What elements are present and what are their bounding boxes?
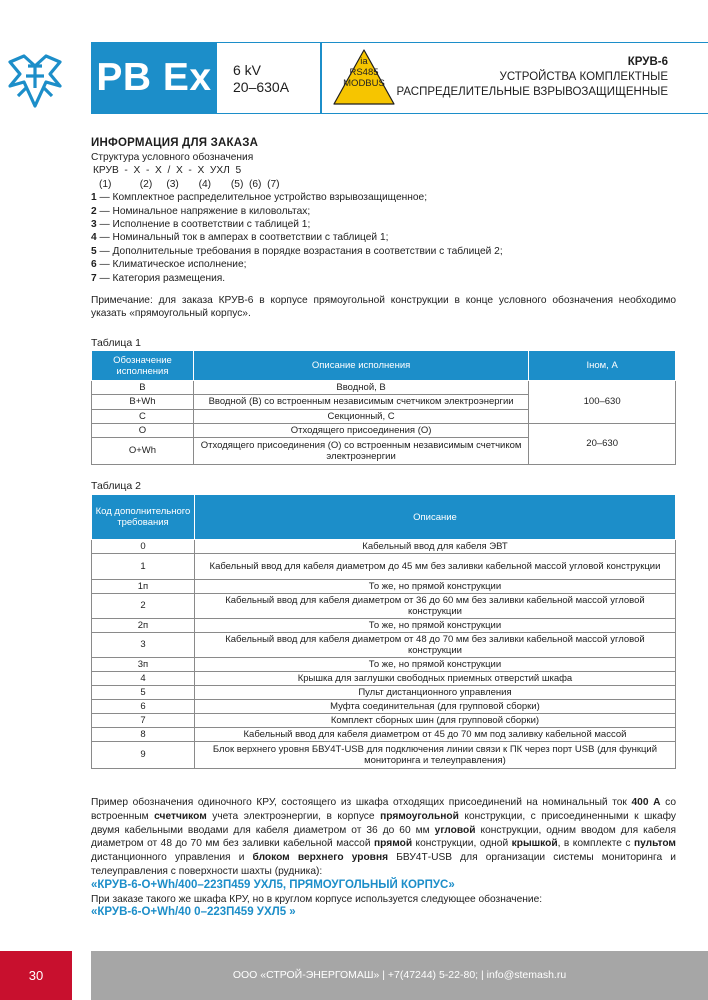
table-row (92, 700, 676, 714)
pb-ex-badge: PB Ex (91, 42, 217, 114)
table-row (92, 381, 676, 395)
structure-positions: (1) (2) (3) (4) (5) (6) (7) (99, 178, 280, 190)
table1 (91, 350, 676, 465)
order-structure (91, 151, 676, 285)
table-row (92, 540, 676, 554)
table1-header-code: Обозначение исполнения (92, 351, 194, 381)
icon-line-rs485: RS485 (349, 67, 379, 78)
current-rating: 20–630A (233, 79, 290, 95)
cell-desc: Отходящего присоединения (О) (193, 424, 528, 438)
cell-desc: Секционный, С (193, 410, 528, 424)
cell-desc: Блок верхнего уровня БВУ4Т-USB для подключения линии связи к ПК через порт USB (для функций мониторинга и телеуправления) (194, 742, 675, 769)
example-round-note: При заказе такого же шкафа КРУ, но в круглом корпусе используется следующее обозначение: (91, 893, 543, 905)
table-row (92, 658, 676, 672)
table1-header-desc: Описание исполнения (193, 351, 528, 381)
list-item: 3 — Исполнение в соответствии с таблицей 1; (91, 219, 311, 231)
table2 (91, 494, 676, 769)
cell-code: 1п (92, 580, 195, 594)
cell-code: 9 (92, 742, 195, 769)
cell-code: 3 (92, 633, 195, 658)
table2-header-desc: Описание (194, 495, 675, 540)
icon-line-ia: ia (360, 56, 368, 67)
page-number: 30 (0, 951, 72, 1000)
table-row (92, 633, 676, 658)
table-row (92, 686, 676, 700)
table-row (92, 714, 676, 728)
header-subtitle-1: УСТРОЙСТВА КОМПЛЕКТНЫЕ (499, 71, 668, 83)
header-divider (320, 42, 322, 114)
icon-line-modbus: MODBUS (343, 78, 385, 89)
cell-code: 4 (92, 672, 195, 686)
list-item: 2 — Номинальное напряжение в киловольтах; (91, 205, 311, 217)
table-row (92, 424, 676, 438)
cell-code: С (92, 410, 194, 424)
table2-header-code: Код дополнительного требования (92, 495, 195, 540)
cell-desc: То же, но прямой конструкции (194, 580, 675, 594)
cell-code: 7 (92, 714, 195, 728)
cell-desc: Вводной, В (193, 381, 528, 395)
example-code-rectangular: «КРУВ-6-О+Wh/400–223П459 УХЛ5, ПРЯМОУГОЛЬНЫЙ КОРПУС» (91, 878, 455, 891)
cell-desc: Отходящего присоединения (О) со встроенным независимым счетчиком электроэнергии (193, 438, 528, 465)
cell-desc: Комплект сборных шин (для групповой сборки) (194, 714, 675, 728)
table-row (92, 742, 676, 769)
cell-code: 6 (92, 700, 195, 714)
structure-code: КРУВ - Х - Х / Х - Х УХЛ 5 (93, 165, 242, 177)
table2-caption: Таблица 2 (91, 480, 141, 492)
cell-desc: Кабельный ввод для кабеля ЭВТ (194, 540, 675, 554)
list-item: 5 — Дополнительные требования в порядке возрастания в соответствии с таблицей 2; (91, 245, 503, 257)
cell-desc: То же, но прямой конструкции (194, 658, 675, 672)
table1-header-current: Iном, А (529, 351, 676, 381)
cell-code: 1 (92, 554, 195, 580)
cell-desc: Кабельный ввод для кабеля диаметром от 48 до 70 мм без заливки кабельной массой угловой конструкции (194, 633, 675, 658)
cell-code: 2п (92, 619, 195, 633)
rating-block (233, 62, 289, 96)
section-title: ИНФОРМАЦИЯ ДЛЯ ЗАКАЗА (91, 137, 259, 149)
header-subtitle-2: РАСПРЕДЕЛИТЕЛЬНЫЕ ВЗРЫВОЗАЩИЩЕННЫЕ (396, 86, 668, 98)
example-code-round: «КРУВ-6-О+Wh/40 0–223П459 УХЛ5 » (91, 906, 296, 919)
table1-caption: Таблица 1 (91, 337, 141, 349)
structure-label: Структура условного обозначения (91, 152, 254, 163)
cell-desc: То же, но прямой конструкции (194, 619, 675, 633)
list-item: 4 — Номинальный ток в амперах в соответствии с таблицей 1; (91, 232, 389, 244)
table-row (92, 672, 676, 686)
cell-code: 5 (92, 686, 195, 700)
cell-code: О (92, 424, 194, 438)
example-paragraph: Пример обозначения одиночного КРУ, состоящего из шкафа отходящих присоединений на номинальный ток 400 А со встроенным счетчиком учета электроэнергии, в корпусе прямоугольной конструкции, с присоединенными к шкафу двумя кабельными вводами для кабеля диаметром от 36 до 60 мм угловой конструкции, одним вводом для кабеля диаметром от 48 до 70 мм без заливки кабельной массой прямой конструкции, одной крышкой, в комплекте с пультом дистанционного управления и блоком верхнего уровня БВУ4Т-USB для организации системы мониторинга и телеуправления с поверхности шахты (рудника): «КРУВ-6-О+Wh/400–223П459 УХЛ5, ПРЯМОУГОЛЬНЫЙ КОРПУС» При заказе такого же шкафа КРУ, но в круглом корпусе используется следующее обозначение: «КРУВ-6-О+Wh/40 0–223П459 УХЛ5 » (91, 797, 677, 919)
voltage-rating: 6 kV (233, 62, 262, 78)
table-row (92, 619, 676, 633)
header-title-block (396, 55, 668, 100)
cell-desc: Муфта соединительная (для групповой сборки) (194, 700, 675, 714)
cell-code: 0 (92, 540, 195, 554)
list-item: 6 — Климатическое исполнение; (91, 259, 247, 271)
table-row (92, 580, 676, 594)
cell-desc: Кабельный ввод для кабеля диаметром от 36 до 60 мм без заливки кабельной массой угловой конструкции (194, 594, 675, 619)
cell-code: 2 (92, 594, 195, 619)
cell-current: 100–630 (529, 381, 676, 424)
cell-desc: Крышка для заглушки свободных приемных отверстий шкафа (194, 672, 675, 686)
product-code: КРУВ-6 (627, 56, 668, 68)
table-row (92, 554, 676, 580)
list-item: 1 — Комплектное распределительное устройство взрывозащищенное; (91, 192, 428, 204)
intrinsic-safety-label (330, 56, 398, 89)
table-row (92, 594, 676, 619)
cell-desc: Кабельный ввод для кабеля диаметром до 45 мм без заливки кабельной массой угловой конструкции (194, 554, 675, 580)
footer-contacts: ООО «СТРОЙ-ЭНЕРГОМАШ» | +7(47244) 5-22-80; | info@stemash.ru (91, 951, 708, 1000)
company-logo (6, 52, 64, 110)
cell-current: 20–630 (529, 424, 676, 465)
cell-desc: Вводной (В) со встроенным независимым счетчиком электроэнергии (193, 395, 528, 410)
cell-code: В+Wh (92, 395, 194, 410)
table-row (92, 728, 676, 742)
order-note: Примечание: для заказа КРУВ-6 в корпусе прямоугольной конструкции в конце условного обозначения необходимо указать «прямоугольный корпус». (91, 295, 676, 320)
cell-desc: Кабельный ввод для кабеля диаметром от 45 до 70 мм под заливку кабельной массой (194, 728, 675, 742)
list-item: 7 — Категория размещения. (91, 272, 226, 284)
cell-code: В (92, 381, 194, 395)
cell-desc: Пульт дистанционного управления (194, 686, 675, 700)
cell-code: О+Wh (92, 438, 194, 465)
cell-code: 8 (92, 728, 195, 742)
cell-code: 3п (92, 658, 195, 672)
